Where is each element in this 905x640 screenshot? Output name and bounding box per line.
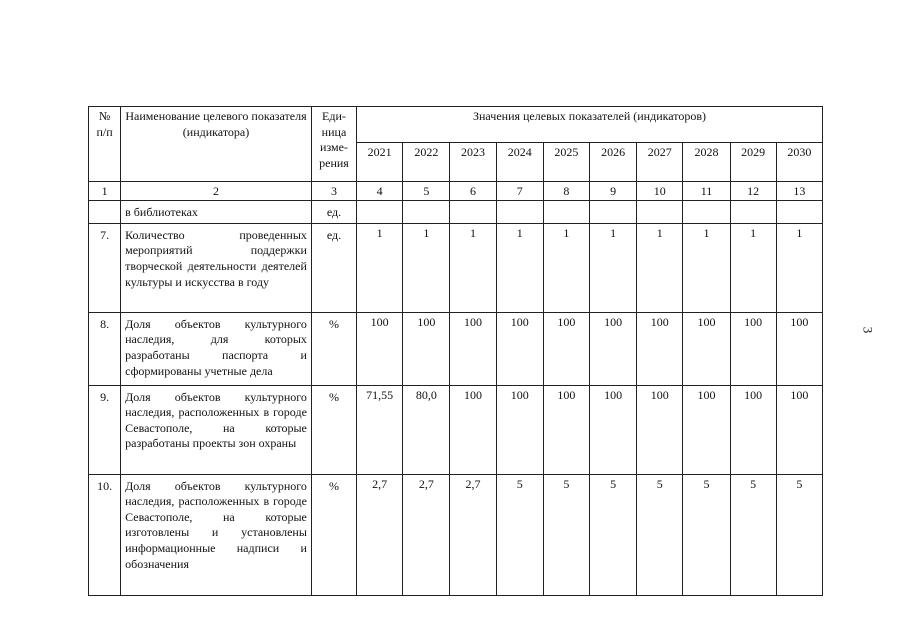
header-year-2029: 2029 [730, 143, 776, 181]
indicator-unit: ед. [311, 223, 356, 312]
column-number: 11 [683, 181, 730, 200]
indicator-value [543, 201, 589, 224]
column-number: 4 [357, 181, 403, 200]
indicator-value: 100 [730, 385, 776, 474]
indicator-value: 1 [683, 223, 730, 312]
indicator-name: Доля объектов культурного наследия, для которых разработаны паспорта и сформированы учетные дела [121, 312, 312, 385]
indicator-value: 100 [450, 385, 496, 474]
indicator-value: 100 [543, 385, 589, 474]
indicator-value: 100 [637, 385, 683, 474]
column-number: 8 [543, 181, 589, 200]
table-row [89, 474, 823, 595]
column-number: 13 [776, 181, 822, 200]
indicator-value: 71,55 [357, 385, 403, 474]
indicator-value: 100 [683, 385, 730, 474]
table-row [89, 223, 823, 312]
row-number: 10. [89, 474, 121, 595]
header-year-2030: 2030 [776, 143, 822, 181]
header-year-2023: 2023 [450, 143, 496, 181]
indicator-name: Доля объектов культурного наследия, расположенных в городе Севастополе, на которые изготовлены и установлены информационные надписи и обозначения [121, 474, 312, 595]
indicator-value: 100 [590, 312, 637, 385]
indicator-value: 1 [450, 223, 496, 312]
indicator-value: 1 [357, 223, 403, 312]
indicator-value: 2,7 [403, 474, 450, 595]
column-number: 3 [311, 181, 356, 200]
indicator-name: Доля объектов культурного наследия, расположенных в городе Севастополе, на которые разработаны проекты зон охраны [121, 385, 312, 474]
indicator-unit: % [311, 312, 356, 385]
header-year-2026: 2026 [590, 143, 637, 181]
indicator-value [730, 201, 776, 224]
row-number: 9. [89, 385, 121, 474]
indicator-value: 5 [496, 474, 543, 595]
header-year-2025: 2025 [543, 143, 589, 181]
row-number: 8. [89, 312, 121, 385]
header-year-2021: 2021 [357, 143, 403, 181]
column-number: 2 [121, 181, 312, 200]
indicator-unit: % [311, 474, 356, 595]
header-num: № п/п [89, 107, 121, 182]
indicator-value: 1 [637, 223, 683, 312]
column-number: 5 [403, 181, 450, 200]
indicator-value: 100 [776, 385, 822, 474]
indicator-value: 100 [637, 312, 683, 385]
indicator-value: 1 [496, 223, 543, 312]
header-name: Наименование целевого показателя (индикатора) [121, 107, 312, 182]
table-row [89, 312, 823, 385]
indicator-value: 5 [637, 474, 683, 595]
table-row [89, 201, 823, 224]
indicators-table [88, 106, 823, 596]
indicator-value: 100 [543, 312, 589, 385]
column-number: 7 [496, 181, 543, 200]
header-year-2024: 2024 [496, 143, 543, 181]
header-values-title: Значения целевых показателей (индикаторов) [357, 107, 823, 143]
indicator-value [496, 201, 543, 224]
column-number: 9 [590, 181, 637, 200]
indicator-value: 2,7 [450, 474, 496, 595]
indicator-value: 5 [776, 474, 822, 595]
indicator-value: 5 [590, 474, 637, 595]
row-number: 7. [89, 223, 121, 312]
indicator-value: 100 [403, 312, 450, 385]
indicator-value: 80,0 [403, 385, 450, 474]
indicator-value: 100 [357, 312, 403, 385]
indicator-value: 100 [590, 385, 637, 474]
indicator-name: в библиотеках [121, 201, 312, 224]
indicator-value [637, 201, 683, 224]
indicator-value: 1 [730, 223, 776, 312]
indicator-value [450, 201, 496, 224]
header-unit: Еди- ница изме- рения [311, 107, 356, 182]
page-number: 3 [860, 326, 876, 334]
indicator-value: 100 [730, 312, 776, 385]
indicator-value: 1 [776, 223, 822, 312]
indicator-unit: % [311, 385, 356, 474]
indicator-value [683, 201, 730, 224]
indicator-value: 100 [450, 312, 496, 385]
indicator-value [590, 201, 637, 224]
indicator-value: 5 [730, 474, 776, 595]
indicator-name: Количество проведенных мероприятий поддержки творческой деятельности деятелей культуры и искусства в году [121, 223, 312, 312]
indicator-value [776, 201, 822, 224]
indicator-value: 2,7 [357, 474, 403, 595]
indicator-value [403, 201, 450, 224]
column-number: 10 [637, 181, 683, 200]
indicator-value [357, 201, 403, 224]
indicator-value: 1 [590, 223, 637, 312]
header-year-2028: 2028 [683, 143, 730, 181]
table-row [89, 385, 823, 474]
indicator-unit: ед. [311, 201, 356, 224]
column-number: 6 [450, 181, 496, 200]
indicator-value: 100 [496, 312, 543, 385]
header-year-2027: 2027 [637, 143, 683, 181]
column-number: 1 [89, 181, 121, 200]
indicator-value: 1 [543, 223, 589, 312]
indicator-value: 1 [403, 223, 450, 312]
column-number: 12 [730, 181, 776, 200]
indicator-value: 100 [776, 312, 822, 385]
indicator-value: 5 [683, 474, 730, 595]
header-year-2022: 2022 [403, 143, 450, 181]
indicator-value: 100 [683, 312, 730, 385]
row-number [89, 201, 121, 224]
indicator-value: 5 [543, 474, 589, 595]
indicator-value: 100 [496, 385, 543, 474]
